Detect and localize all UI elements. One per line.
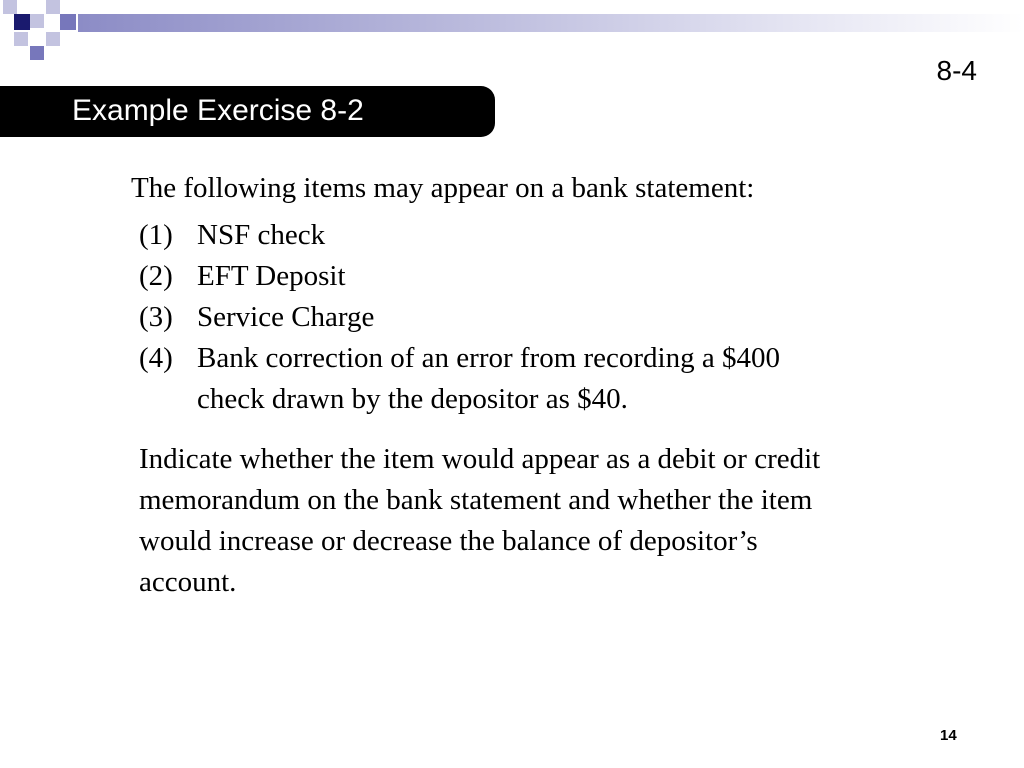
list-item bbox=[139, 301, 374, 334]
list-item-continuation: check drawn by the depositor as $40. bbox=[197, 383, 628, 415]
instruction-line: account. bbox=[139, 566, 237, 598]
list-item-number: (1) bbox=[139, 219, 173, 251]
list-item-number: (2) bbox=[139, 260, 173, 292]
slide-title: Example Exercise 8-2 bbox=[72, 94, 364, 127]
list-item bbox=[139, 219, 325, 252]
list-item-text: Bank correction of an error from recording a $400 bbox=[197, 342, 780, 374]
instruction-line: Indicate whether the item would appear as a debit or credit bbox=[139, 443, 821, 475]
list-item-number: (3) bbox=[139, 301, 173, 333]
list-item bbox=[139, 342, 780, 375]
intro-text: The following items may appear on a bank statement: bbox=[131, 172, 755, 204]
instruction-line: would increase or decrease the balance of depositor’s bbox=[139, 525, 758, 557]
section-number: 8-4 bbox=[936, 55, 977, 86]
list-item-text: NSF check bbox=[197, 219, 326, 251]
list-item bbox=[139, 260, 346, 293]
list-item-text: Service Charge bbox=[197, 301, 375, 333]
instruction-line: memorandum on the bank statement and whether the item bbox=[139, 484, 813, 516]
list-item-text: EFT Deposit bbox=[197, 260, 346, 292]
list-item-number: (4) bbox=[139, 342, 173, 374]
page-number: 14 bbox=[940, 727, 957, 744]
